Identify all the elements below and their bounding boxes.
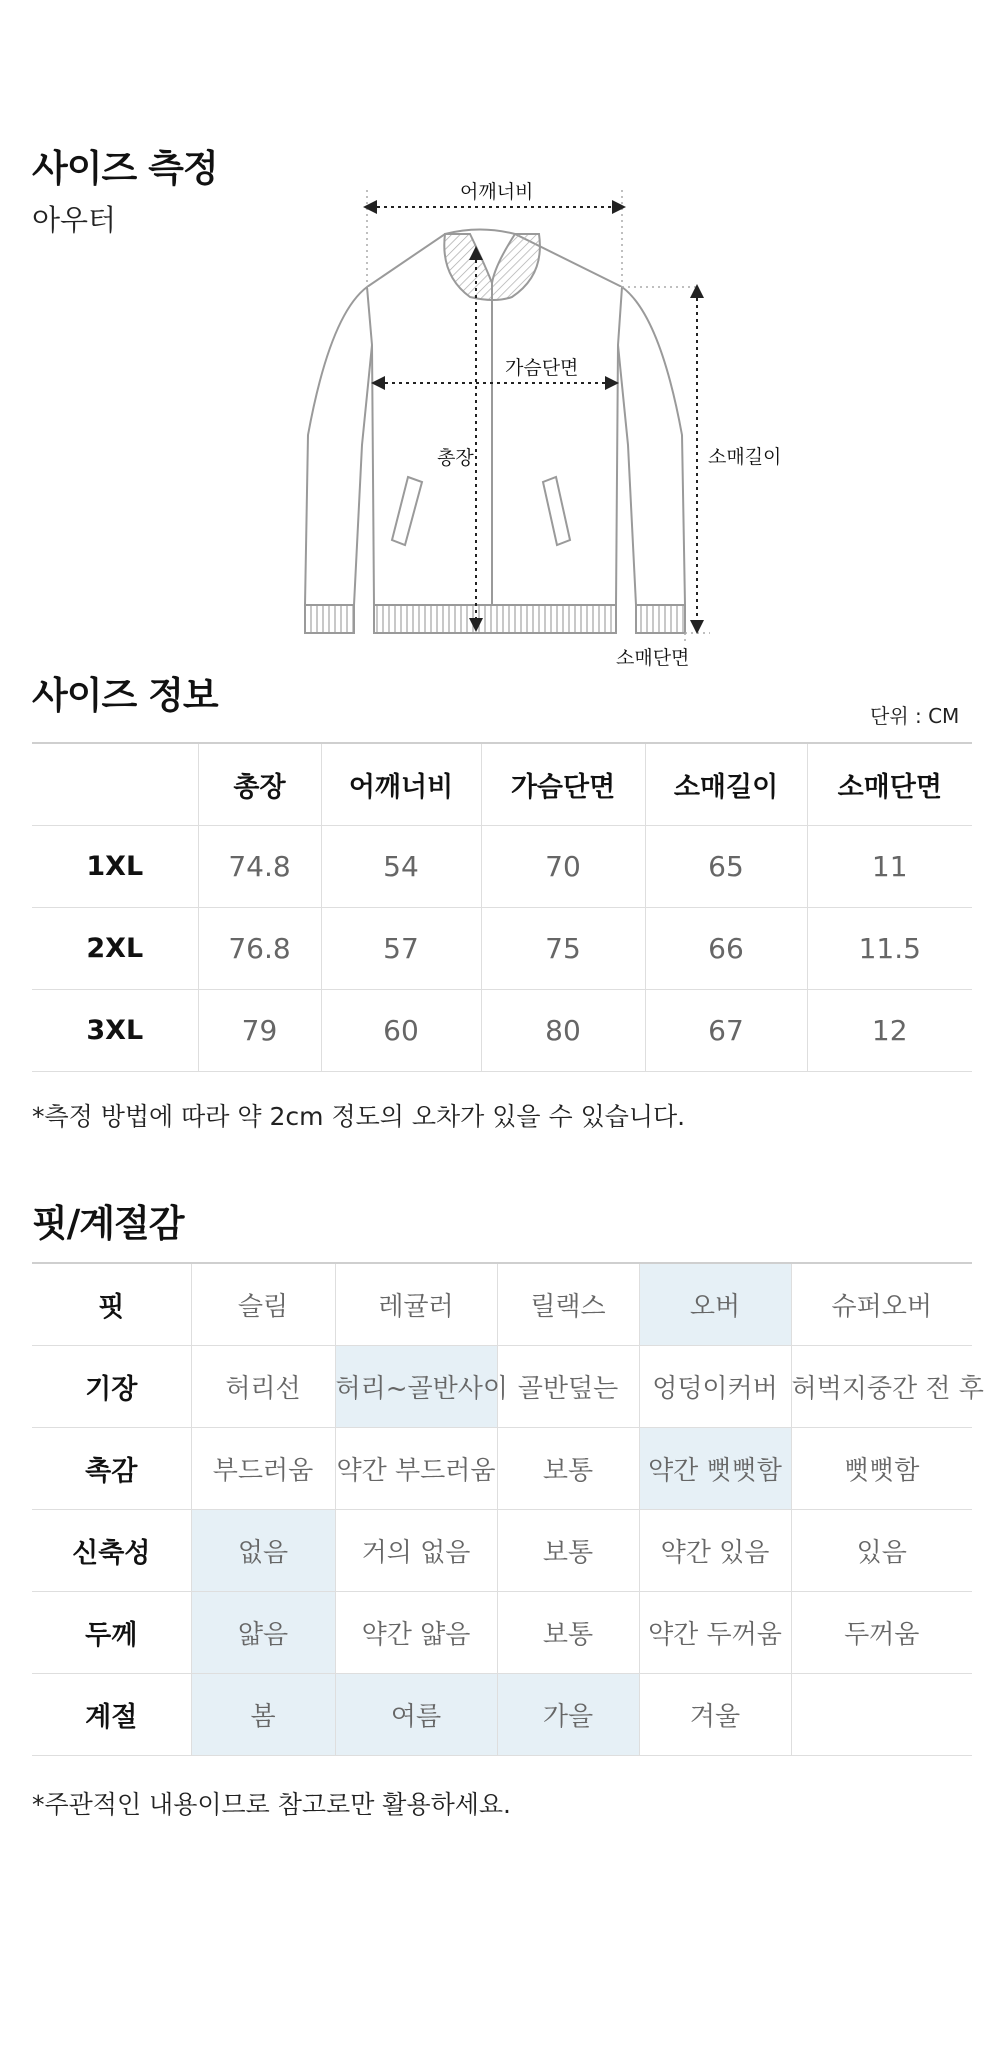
fit-row <box>32 1346 972 1428</box>
fit-option: 약간 있음 <box>639 1510 791 1592</box>
value-cell: 65 <box>645 826 807 908</box>
fit-option: 레귤러 <box>335 1263 497 1346</box>
fit-row <box>32 1592 972 1674</box>
header-length: 총장 <box>198 743 321 826</box>
value-cell: 57 <box>321 908 481 990</box>
fit-option: 골반덮는 <box>497 1346 639 1428</box>
fit-option: 보통 <box>497 1510 639 1592</box>
fit-row-label: 계절 <box>32 1674 191 1756</box>
fit-option: 엉덩이커버 <box>639 1346 791 1428</box>
fit-option: 보통 <box>497 1428 639 1510</box>
fit-option <box>791 1674 972 1756</box>
value-cell: 79 <box>198 990 321 1072</box>
size-info-title: 사이즈 정보 <box>32 674 218 717</box>
header-shoulder: 어깨너비 <box>321 743 481 826</box>
shoulder-width-label: 어깨너비 <box>460 181 534 203</box>
measure-title: 사이즈 측정 <box>32 147 218 190</box>
fit-option-selected: 얇음 <box>191 1592 335 1674</box>
size-table-header <box>32 743 972 826</box>
jacket-illustration <box>290 175 810 695</box>
value-cell: 11.5 <box>807 908 972 990</box>
chest-width-label: 가슴단면 <box>505 357 579 379</box>
fit-option: 슈퍼오버 <box>791 1263 972 1346</box>
header-chest: 가슴단면 <box>481 743 645 826</box>
fit-option-selected: 없음 <box>191 1510 335 1592</box>
fit-option: 약간 얇음 <box>335 1592 497 1674</box>
fit-option: 슬림 <box>191 1263 335 1346</box>
value-cell: 12 <box>807 990 972 1072</box>
value-cell: 74.8 <box>198 826 321 908</box>
size-label: 1XL <box>32 826 198 908</box>
fit-option: 약간 부드러움 <box>335 1428 497 1510</box>
category-label: 아우터 <box>32 203 117 237</box>
fit-option-selected: 여름 <box>335 1674 497 1756</box>
fit-option-selected: 허리~골반사이 <box>335 1346 497 1428</box>
fit-option: 부드러움 <box>191 1428 335 1510</box>
value-cell: 60 <box>321 990 481 1072</box>
value-cell: 67 <box>645 990 807 1072</box>
fit-note: *주관적인 내용이므로 참고로만 활용하세요. <box>32 1790 511 1819</box>
fit-row <box>32 1674 972 1756</box>
value-cell: 80 <box>481 990 645 1072</box>
value-cell: 66 <box>645 908 807 990</box>
size-note: *측정 방법에 따라 약 2cm 정도의 오차가 있을 수 있습니다. <box>32 1102 686 1131</box>
fit-row-label: 신축성 <box>32 1510 191 1592</box>
fit-table <box>32 1262 984 1756</box>
fit-row-label: 촉감 <box>32 1428 191 1510</box>
jacket-diagram <box>290 175 810 695</box>
fit-row-label: 기장 <box>32 1346 191 1428</box>
size-table <box>32 742 972 1072</box>
fit-row <box>32 1263 972 1346</box>
fit-option: 있음 <box>791 1510 972 1592</box>
fit-option: 허리선 <box>191 1346 335 1428</box>
value-cell: 11 <box>807 826 972 908</box>
size-label: 2XL <box>32 908 198 990</box>
sleeve-length-label: 소매길이 <box>708 446 782 468</box>
fit-option: 보통 <box>497 1592 639 1674</box>
fit-option-selected: 오버 <box>639 1263 791 1346</box>
fit-option: 약간 두꺼움 <box>639 1592 791 1674</box>
fit-option: 두꺼움 <box>791 1592 972 1674</box>
size-label: 3XL <box>32 990 198 1072</box>
value-cell: 70 <box>481 826 645 908</box>
value-cell: 54 <box>321 826 481 908</box>
fit-row <box>32 1428 972 1510</box>
fit-option: 허벅지중간 전 후 <box>791 1346 972 1428</box>
header-sleeve-width: 소매단면 <box>807 743 972 826</box>
header-empty <box>32 743 198 826</box>
fit-option: 뻣뻣함 <box>791 1428 972 1510</box>
table-row <box>32 908 972 990</box>
fit-row-label: 두께 <box>32 1592 191 1674</box>
fit-row-label: 핏 <box>32 1263 191 1346</box>
value-cell: 75 <box>481 908 645 990</box>
fit-option: 거의 없음 <box>335 1510 497 1592</box>
unit-label: 단위 : CM <box>870 704 960 728</box>
fit-title: 핏/계절감 <box>32 1202 184 1245</box>
fit-row <box>32 1510 972 1592</box>
fit-option-selected: 봄 <box>191 1674 335 1756</box>
total-length-label: 총장 <box>437 447 474 469</box>
table-row <box>32 826 972 908</box>
fit-option: 겨울 <box>639 1674 791 1756</box>
fit-option: 릴랙스 <box>497 1263 639 1346</box>
fit-option-selected: 약간 뻣뻣함 <box>639 1428 791 1510</box>
table-row <box>32 990 972 1072</box>
value-cell: 76.8 <box>198 908 321 990</box>
fit-option-selected: 가을 <box>497 1674 639 1756</box>
sleeve-width-label: 소매단면 <box>616 647 690 669</box>
header-sleeve-length: 소매길이 <box>645 743 807 826</box>
